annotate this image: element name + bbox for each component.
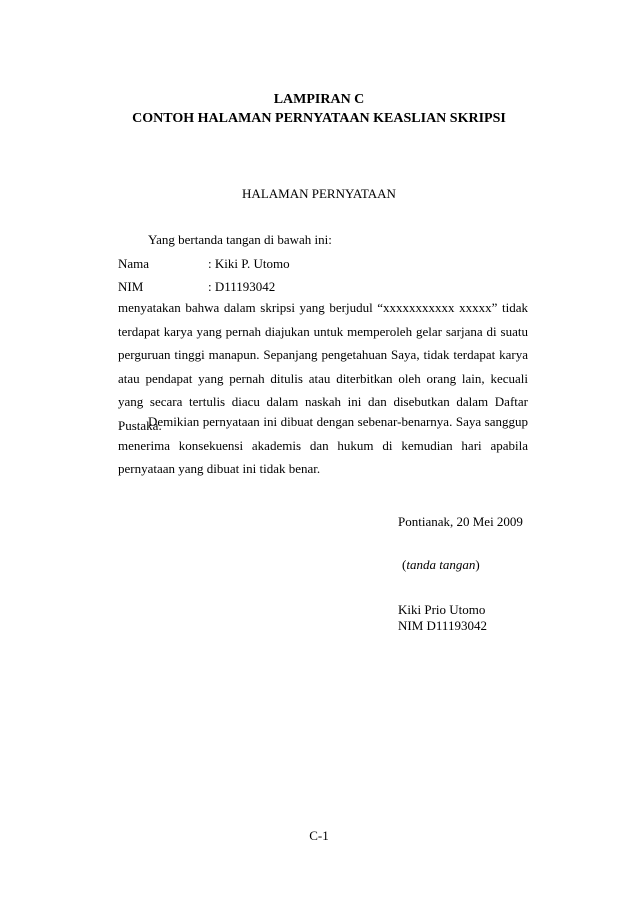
field-label-nim: NIM: [118, 279, 144, 294]
signature-open-paren: (: [402, 557, 407, 572]
appendix-subheading: CONTOH HALAMAN PERNYATAAN KEASLIAN SKRIPSI: [132, 111, 506, 126]
signature-close-paren: ): [475, 557, 480, 572]
field-label-name: Nama: [118, 256, 150, 271]
place-date: Pontianak, 20 Mei 2009: [398, 514, 523, 529]
intro-text: Yang bertanda tangan di bawah ini:: [148, 232, 332, 247]
field-value-name: : Kiki P. Utomo: [208, 256, 290, 271]
signature-placeholder: [402, 557, 480, 573]
statement-title: HALAMAN PERNYATAAN: [242, 186, 396, 201]
statement-paragraph-2: [118, 410, 528, 481]
signature-label: tanda tangan: [406, 557, 476, 572]
paragraph-1-text: menyatakan bahwa dalam skripsi yang berjudul “xxxxxxxxxxx xxxxx” tidak terdapat karya yang pernah diajukan untuk memperoleh gelar sarjana di suatu perguruan tinggi manapun. Sepanjang pengetahuan Saya, tidak terdapat karya atau pendapat yang pernah ditulis atau diterbitkan oleh orang lain, kecuali yang secara tertulis diacu dalam naskah ini dan disebutkan dalam Daftar Pustaka.: [118, 300, 528, 433]
field-value-nim: : D11193042: [208, 279, 276, 294]
page-number: C-1: [309, 828, 329, 843]
signer-nim: NIM D11193042: [398, 618, 487, 633]
signer-name: Kiki Prio Utomo: [398, 602, 486, 617]
paragraph-2-text: Demikian pernyataan ini dibuat dengan sebenar-benarnya. Saya sanggup menerima konsekuensi akademis dan hukum di kemudian hari apabila pernyataan yang dibuat ini tidak benar.: [118, 414, 528, 476]
appendix-heading: LAMPIRAN C: [273, 92, 365, 107]
